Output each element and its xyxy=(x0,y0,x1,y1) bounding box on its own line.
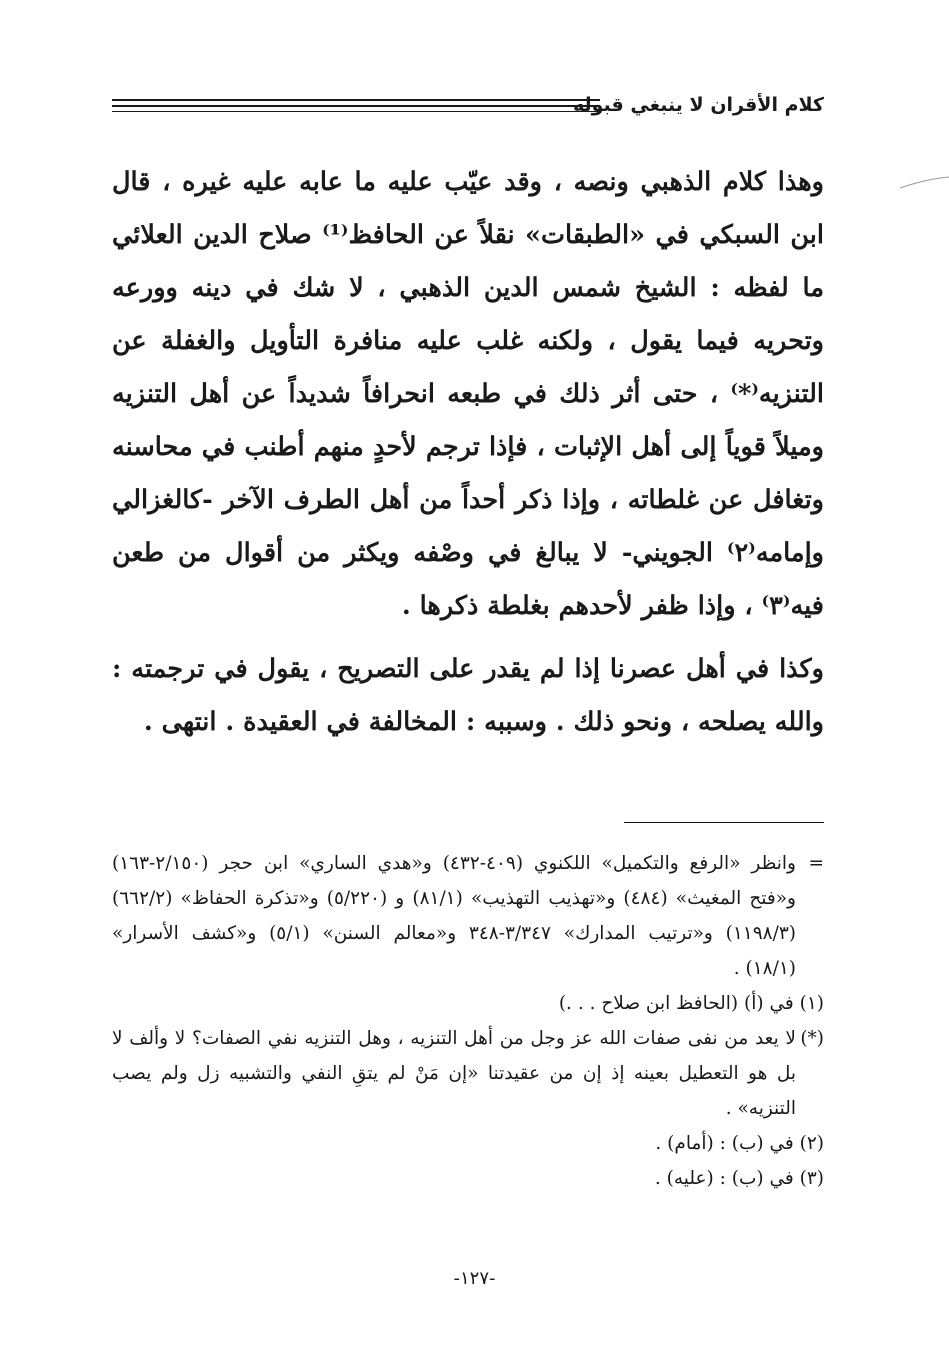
footnote-star xyxy=(112,1021,824,1126)
footnotes xyxy=(112,846,824,1196)
footnote-3: (٣) في (ب) : (عليه) . xyxy=(654,1168,824,1189)
header-rule xyxy=(112,111,600,112)
margin-pen-stroke xyxy=(898,176,949,190)
main-text xyxy=(112,156,824,749)
footnote-separator xyxy=(624,822,824,823)
header-rule xyxy=(112,99,600,101)
page-number: -١٢٧- xyxy=(453,1268,496,1289)
continuation-mark: = xyxy=(808,853,824,874)
running-head xyxy=(112,92,824,122)
footnote-1: (١) في (أ) (الحافظ ابن صلاح . . .) xyxy=(558,993,824,1014)
footnote-text: لا يعد من نفى صفات الله عز وجل من أهل التنزيه ، وهل التنزيه نفي الصفات؟ لا وألف لا بل هو التعطيل بعينه إذ إن من عقيدتنا «إن مَنْ لم يتقِ النفي والتشبيه زل ولم يصب التنزيه» . xyxy=(112,1028,796,1119)
footnote-text: وانظر «الرفع والتكميل» اللكنوي (٤٠٩-٤٣٢) و«هدي الساري» ابن حجر (٢/١٥٠-١٦٣) و«فتح المغيث» (٤٨٤) و«تهذيب التهذيب» (٨١/١) و (٥/٢٢٠) و«تذكرة الحفاظ» (٦٦٢/٢) (١١٩٨/٣) و«ترتيب المدارك» ٣/٣٤٧-٣٤٨ و«معالم السنن» (٥/١) و«كشف الأسرار» (١٨/١) . xyxy=(112,853,796,979)
footnote-continuation xyxy=(112,846,824,986)
running-head-title: كلام الأقران لا ينبغي قبوله xyxy=(572,94,824,116)
body-paragraph: وهذا كلام الذهبي ونصه ، وقد عيّب عليه ما عابه عليه غيره ، قال ابن السبكي في «الطبقات» نقلاً عن الحافظ⁽¹⁾ صلاح الدين العلائي ما لفظه : الشيخ شمس الدين الذهبي ، لا شك في دينه وورعه وتحريه فيما يقول ، ولكنه غلب عليه منافرة التأويل والغفلة عن التنزيه⁽*⁾ ، حتى أثر ذلك في طبعه انحرافاً شديداً عن أهل التنزيه وميلاً قوياً إلى أهل الإثبات ، فإذا ترجم لأحدٍ منهم أطنب في محاسنه وتغافل عن غلطاته ، وإذا ذكر أحداً من أهل الطرف الآخر -كالغزالي وإمامه⁽٢⁾ الجويني- لا يبالغ في وصْفه ويكثر من أقوال من طعن فيه⁽٣⁾ ، وإذا ظفر لأحدهم بغلطة ذكرها . xyxy=(112,167,825,621)
asterisk-mark: (*) xyxy=(800,1028,824,1049)
header-rule xyxy=(112,105,600,107)
body-paragraph: وكذا في أهل عصرنا إذا لم يقدر على التصريح ، يقول في ترجمته : والله يصلحه ، ونحو ذلك . وسببه : المخالفة في العقيدة . انتهى . xyxy=(112,654,824,737)
footnote-2: (٢) في (ب) : (أمام) . xyxy=(655,1133,824,1154)
